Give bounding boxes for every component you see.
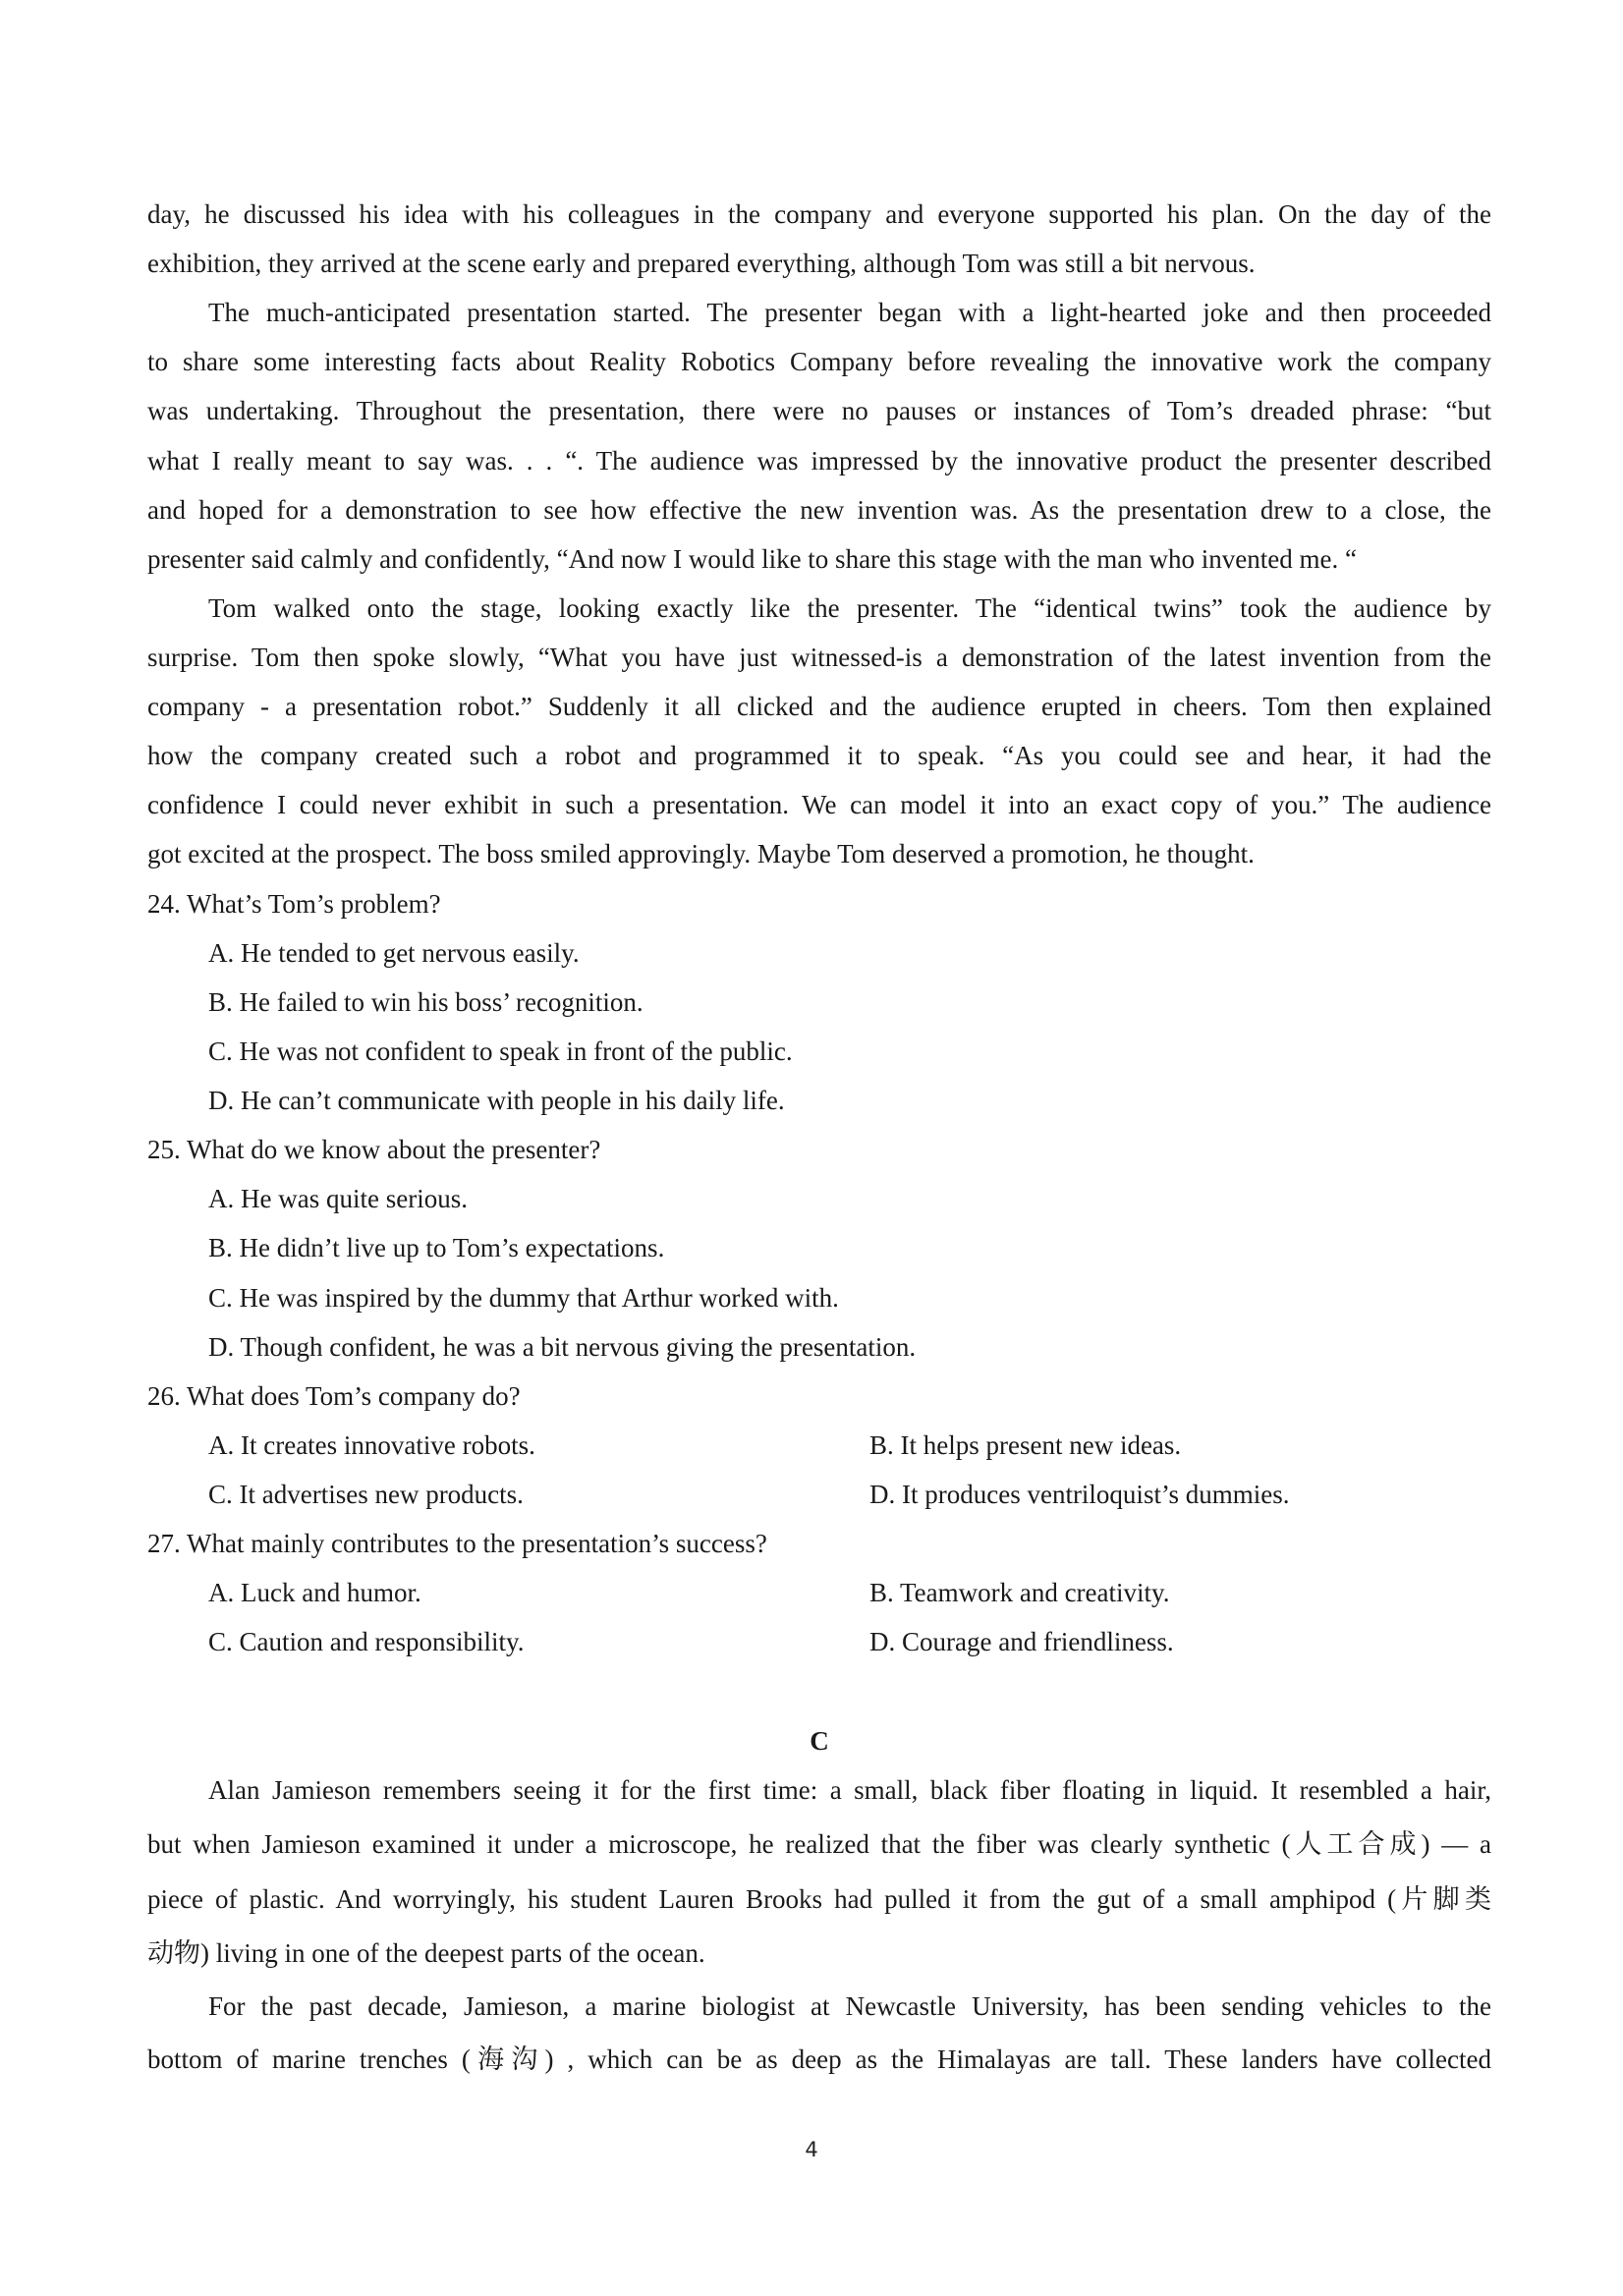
passage-b-p3-line-1: Tom walked onto the stage, looking exactly like the presenter. The “identical twins” took the audience by <box>208 593 1491 623</box>
passage-b-p2-line-2: to share some interesting facts about Reality Robotics Company before revealing the innovative work the company <box>147 347 1491 376</box>
question-27-stem: 27. What mainly contributes to the presentation’s success? <box>147 1529 767 1558</box>
question-27-option-a: A. Luck and humor. <box>208 1578 421 1607</box>
passage-c-p1-line-4: 动物) living in one of the deepest parts of the ocean. <box>147 1938 705 1968</box>
passage-b-p3-line-6: got excited at the prospect. The boss smiled approvingly. Maybe Tom deserved a promotion, he thought. <box>147 839 1255 868</box>
passage-b-p2-line-4: what I really meant to say was. . . “. The audience was impressed by the innovative product the presenter described <box>147 446 1491 476</box>
passage-c-p1-line-1: Alan Jamieson remembers seeing it for the first time: a small, black fiber floating in liquid. It resembled a hair, <box>208 1775 1491 1805</box>
question-26-option-d: D. It produces ventriloquist’s dummies. <box>869 1480 1290 1509</box>
passage-c-p1-line-3: piece of plastic. And worryingly, his student Lauren Brooks had pulled it from the gut of a small amphipod (片脚类 <box>147 1884 1491 1914</box>
passage-b-p3-line-2: surprise. Tom then spoke slowly, “What you have just witnessed-is a demonstration of the latest invention from the <box>147 643 1491 672</box>
question-24-option-a: A. He tended to get nervous easily. <box>208 938 580 968</box>
question-25-option-c: C. He was inspired by the dummy that Arthur worked with. <box>208 1283 839 1313</box>
question-26-option-c: C. It advertises new products. <box>208 1480 524 1509</box>
question-24-option-b: B. He failed to win his boss’ recognition. <box>208 987 644 1017</box>
page-number: 4 <box>805 2138 818 2161</box>
question-24-stem: 24. What’s Tom’s problem? <box>147 889 441 919</box>
question-25-stem: 25. What do we know about the presenter? <box>147 1135 601 1164</box>
passage-b-p1-line-1: day, he discussed his idea with his colleagues in the company and everyone supported his plan. On the day of the <box>147 199 1491 229</box>
passage-c-p2-line-2: bottom of marine trenches (海沟) , which can be as deep as the Himalayas are tall. These landers have collected <box>147 2044 1491 2074</box>
passage-b-p2-line-1: The much-anticipated presentation started. The presenter began with a light-hearted joke and then proceeded <box>208 298 1491 327</box>
question-25-option-d: D. Though confident, he was a bit nervous giving the presentation. <box>208 1332 917 1362</box>
passage-b-p3-line-5: confidence I could never exhibit in such a presentation. We can model it into an exact copy of you.” The audience <box>147 790 1491 819</box>
question-25-option-a: A. He was quite serious. <box>208 1184 468 1213</box>
passage-b-p1-line-2: exhibition, they arrived at the scene early and prepared everything, although Tom was still a bit nervous. <box>147 249 1256 278</box>
passage-b-p2-line-3: was undertaking. Throughout the presentation, there were no pauses or instances of Tom’s dreaded phrase: “but <box>147 396 1491 425</box>
question-26-option-a: A. It creates innovative robots. <box>208 1430 535 1460</box>
passage-b-p2-line-5: and hoped for a demonstration to see how effective the new invention was. As the presentation drew to a close, the <box>147 495 1491 525</box>
question-27-option-b: B. Teamwork and creativity. <box>869 1578 1170 1607</box>
passage-c-p2-line-1: For the past decade, Jamieson, a marine biologist at Newcastle University, has been sending vehicles to the <box>208 1991 1491 2021</box>
passage-c-p1-line-2: but when Jamieson examined it under a microscope, he realized that the fiber was clearly synthetic (人工合成) — a <box>147 1829 1491 1859</box>
passage-c-heading: C <box>810 1726 829 1756</box>
question-24-option-c: C. He was not confident to speak in front of the public. <box>208 1036 793 1066</box>
question-27-option-d: D. Courage and friendliness. <box>869 1627 1174 1656</box>
question-26-option-b: B. It helps present new ideas. <box>869 1430 1182 1460</box>
question-26-stem: 26. What does Tom’s company do? <box>147 1381 521 1411</box>
passage-b-p3-line-4: how the company created such a robot and programmed it to speak. “As you could see and hear, it had the <box>147 741 1491 770</box>
question-25-option-b: B. He didn’t live up to Tom’s expectations. <box>208 1233 665 1262</box>
passage-b-p3-line-3: company - a presentation robot.” Suddenly it all clicked and the audience erupted in cheers. Tom then explained <box>147 692 1491 721</box>
question-24-option-d: D. He can’t communicate with people in his daily life. <box>208 1086 785 1115</box>
question-27-option-c: C. Caution and responsibility. <box>208 1627 525 1656</box>
passage-b-p2-line-6: presenter said calmly and confidently, “And now I would like to share this stage with the man who invented me. “ <box>147 544 1357 574</box>
